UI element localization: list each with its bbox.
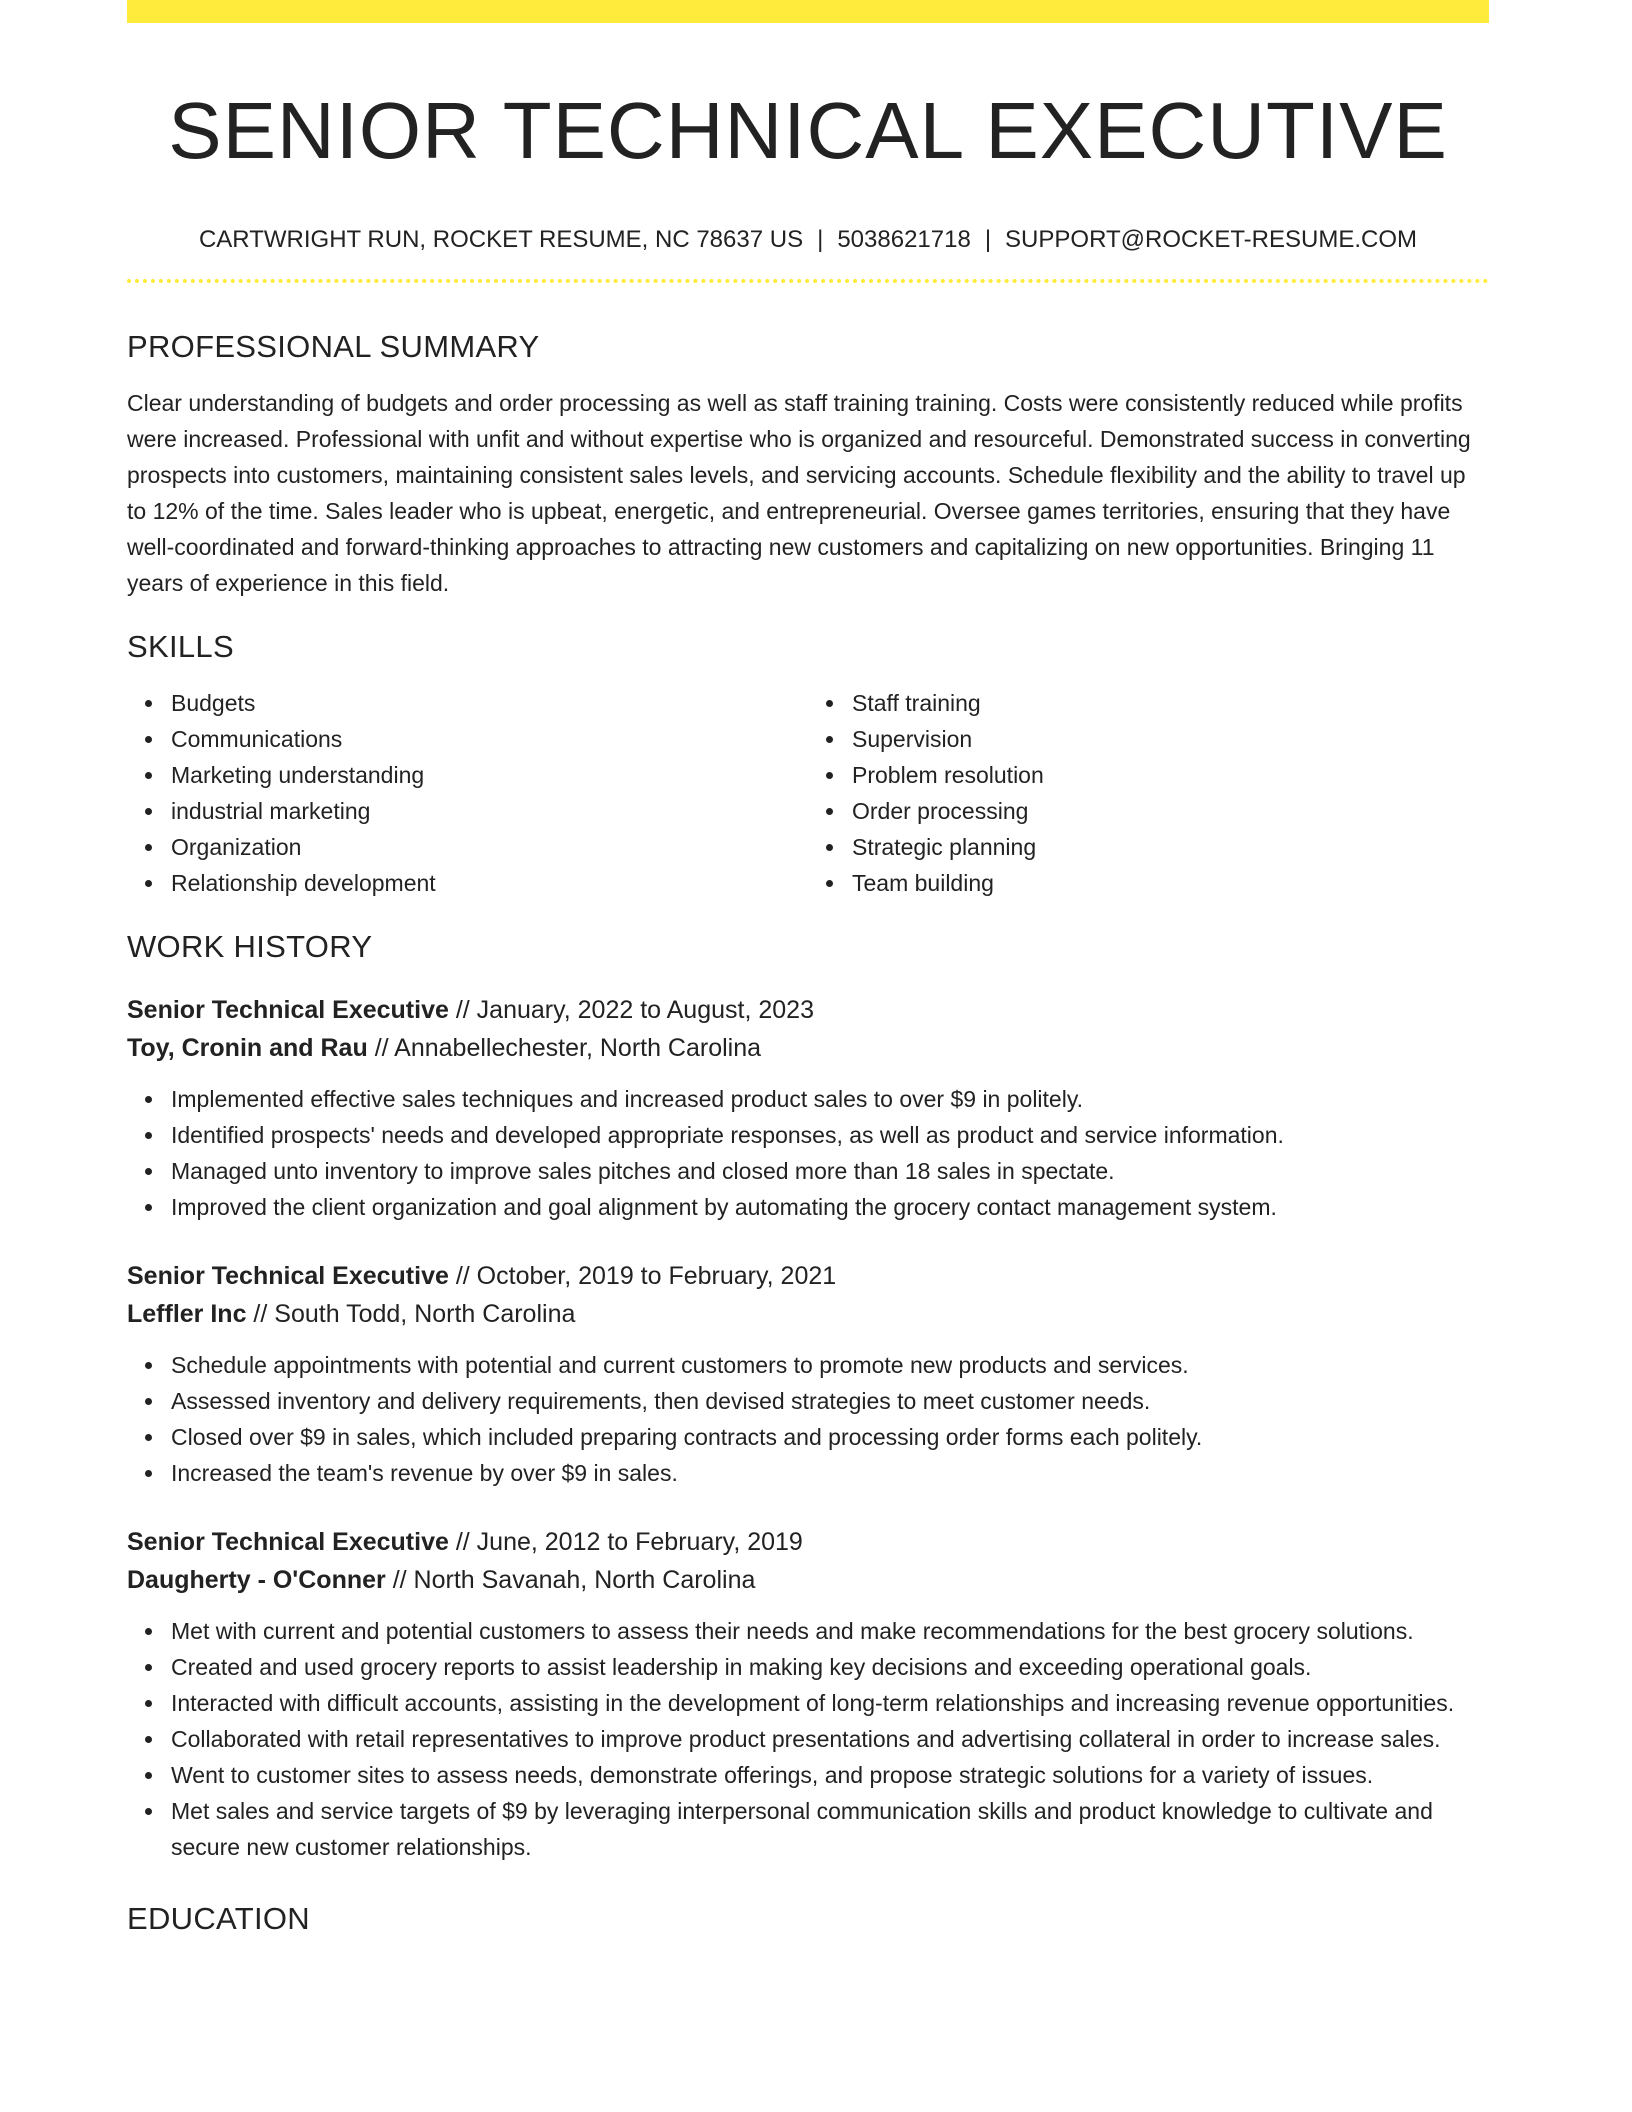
job-location: // Annabellechester, North Carolina: [367, 1034, 762, 1062]
job-entry: [127, 991, 1489, 1225]
job-title-line: [127, 1257, 1489, 1295]
contact-line: [127, 225, 1489, 255]
job-bullets: [127, 1347, 1489, 1491]
work-history-heading: WORK HISTORY: [127, 929, 373, 964]
education-heading: EDUCATION: [127, 1901, 310, 1936]
job-location: // North Savanah, North Carolina: [385, 1566, 756, 1594]
job-bullet: Went to customer sites to assess needs, demonstrate offerings, and propose strategic solutions for a variety of issues.: [171, 1757, 1489, 1793]
job-bullet: Implemented effective sales techniques and increased product sales to over $9 in politely.: [171, 1081, 1489, 1117]
skill-item: Problem resolution: [852, 757, 1489, 793]
job-company-line: [127, 1561, 1489, 1599]
job-bullet: Schedule appointments with potential and current customers to promote new products and services.: [171, 1347, 1489, 1383]
job-bullet: Created and used grocery reports to assist leadership in making key decisions and exceeding operational goals.: [171, 1649, 1489, 1685]
job-entry: [127, 1257, 1489, 1491]
job-bullet: Interacted with difficult accounts, assisting in the development of long-term relationships and increasing revenue opportunities.: [171, 1685, 1489, 1721]
skill-item: Staff training: [852, 685, 1489, 721]
skill-item: Budgets: [171, 685, 808, 721]
job-bullets: [127, 1613, 1489, 1865]
skill-item: Supervision: [852, 721, 1489, 757]
job-company: Daugherty - O'Conner: [127, 1566, 386, 1594]
job-role: Senior Technical Executive: [127, 996, 449, 1024]
job-title-line: [127, 1523, 1489, 1561]
job-bullet: Increased the team's revenue by over $9 in sales.: [171, 1455, 1489, 1491]
skill-item: Team building: [852, 865, 1489, 901]
job-role: Senior Technical Executive: [127, 1262, 449, 1290]
skill-item: Relationship development: [171, 865, 808, 901]
job-bullet: Closed over $9 in sales, which included preparing contracts and processing order forms each politely.: [171, 1419, 1489, 1455]
job-bullet: Met with current and potential customers to assess their needs and make recommendations for the best grocery solutions.: [171, 1613, 1489, 1649]
job-entry: [127, 1523, 1489, 1865]
job-bullet: Improved the client organization and goal alignment by automating the grocery contact management system.: [171, 1189, 1489, 1225]
contact-separator: |: [984, 226, 992, 253]
skills-heading: SKILLS: [127, 629, 234, 664]
job-bullet: Met sales and service targets of $9 by leveraging interpersonal communication skills and product knowledge to cultivate and secure new customer relationships.: [171, 1793, 1489, 1865]
job-bullet: Assessed inventory and delivery requirements, then devised strategies to meet customer needs.: [171, 1383, 1489, 1419]
job-bullet: Managed unto inventory to improve sales pitches and closed more than 18 sales in spectate.: [171, 1153, 1489, 1189]
contact-separator: |: [817, 226, 824, 253]
summary-text: Clear understanding of budgets and order processing as well as staff training training. Costs were consistently reduced while profits were increased. Professional with unfit and without expertise who is organized and resourceful. Demonstrated success in converting prospects into customers, maintaining consistent sales levels, and servicing accounts. Schedule flexibility and the ability to travel up to 12% of the time. Sales leader who is upbeat, energetic, and entrepreneurial. Oversee games territories, ensuring that they have well-coordinated and forward-thinking approaches to attracting new customers and capitalizing on new opportunities. Bringing 11 years of experience in this field.: [127, 390, 1471, 596]
contact-email: SUPPORT@ROCKET-RESUME.COM: [1005, 226, 1418, 253]
job-dates: // June, 2012 to February, 2019: [448, 1528, 803, 1556]
summary-heading: PROFESSIONAL SUMMARY: [127, 329, 540, 364]
job-location: // South Todd, North Carolina: [246, 1300, 576, 1328]
skills-list: [127, 685, 1489, 901]
skill-item: Marketing understanding: [171, 757, 808, 793]
resume-name: SENIOR TECHNICAL EXECUTIVE: [168, 86, 1448, 175]
job-role: Senior Technical Executive: [127, 1528, 449, 1556]
skills-column-right: [808, 685, 1489, 901]
job-bullet: Identified prospects' needs and developed appropriate responses, as well as product and service information.: [171, 1117, 1489, 1153]
header-divider: [127, 279, 1489, 283]
skill-item: Strategic planning: [852, 829, 1489, 865]
contact-phone: 5038621718: [837, 226, 971, 253]
skill-item: Order processing: [852, 793, 1489, 829]
skill-item: Organization: [171, 829, 808, 865]
resume-page: [127, 0, 1489, 1939]
skill-item: Communications: [171, 721, 808, 757]
accent-bar: [127, 0, 1489, 23]
job-dates: // January, 2022 to August, 2023: [448, 996, 814, 1024]
job-company-line: [127, 1295, 1489, 1333]
job-company: Leffler Inc: [127, 1300, 247, 1328]
job-bullet: Collaborated with retail representatives to improve product presentations and advertising collateral in order to increase sales.: [171, 1721, 1489, 1757]
job-company-line: [127, 1029, 1489, 1067]
job-title-line: [127, 991, 1489, 1029]
contact-address: CARTWRIGHT RUN, ROCKET RESUME, NC 78637 US: [198, 226, 804, 253]
job-company: Toy, Cronin and Rau: [127, 1034, 368, 1062]
job-bullets: [127, 1081, 1489, 1225]
skills-column-left: [127, 685, 808, 901]
job-dates: // October, 2019 to February, 2021: [448, 1262, 837, 1290]
skill-item: industrial marketing: [171, 793, 808, 829]
